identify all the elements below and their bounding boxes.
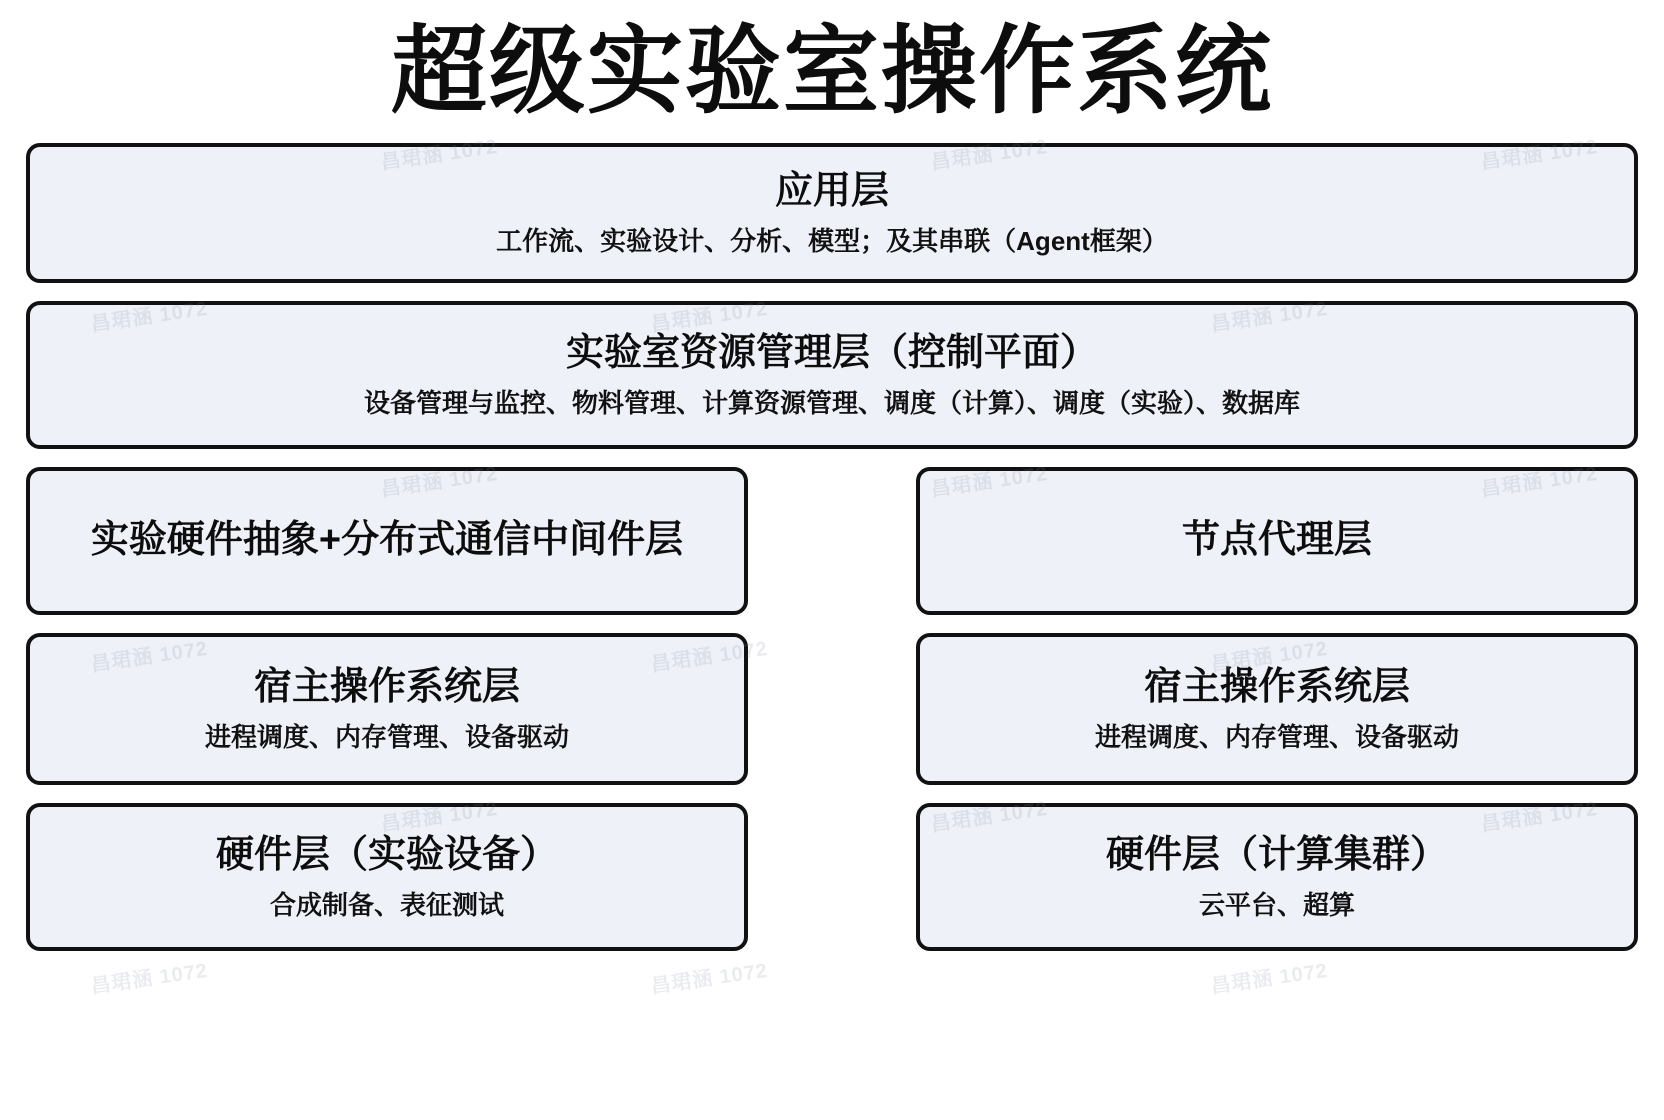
layer-host-os-left-subtitle: 进程调度、内存管理、设备驱动 — [204, 722, 569, 753]
layer-stack — [26, 143, 1638, 951]
row-middleware — [26, 467, 1638, 615]
layer-hardware-compute-cluster — [916, 803, 1638, 951]
layer-resource-management — [26, 301, 1638, 449]
layer-hardware-lab-equipment-subtitle: 合成制备、表征测试 — [269, 890, 504, 921]
watermark-text: 昌珺涵 1072 — [1209, 959, 1330, 999]
watermark-text: 昌珺涵 1072 — [89, 959, 210, 999]
layer-application-subtitle: 工作流、实验设计、分析、模型；及其串联（Agent框架） — [496, 226, 1168, 257]
layer-host-os-left — [26, 633, 748, 785]
layer-node-agent — [916, 467, 1638, 615]
row-hardware — [26, 803, 1638, 951]
layer-hardware-abstraction-middleware — [26, 467, 748, 615]
layer-resource-management-subtitle: 设备管理与监控、物料管理、计算资源管理、调度（计算）、调度（实验）、数据库 — [363, 388, 1300, 419]
layer-hardware-lab-equipment-title: 硬件层（实验设备） — [215, 833, 558, 876]
layer-host-os-right — [916, 633, 1638, 785]
layer-application-title: 应用层 — [774, 169, 889, 212]
layer-host-os-left-title: 宿主操作系统层 — [253, 665, 520, 708]
watermark-text: 昌珺涵 1072 — [649, 959, 770, 999]
layer-hardware-compute-cluster-title: 硬件层（计算集群） — [1105, 833, 1448, 876]
layer-hardware-abstraction-middleware-title: 实验硬件抽象+分布式通信中间件层 — [90, 519, 684, 562]
layer-host-os-right-subtitle: 进程调度、内存管理、设备驱动 — [1094, 722, 1459, 753]
layer-node-agent-title: 节点代理层 — [1181, 519, 1372, 562]
page-title: 超级实验室操作系统 — [391, 18, 1273, 125]
layer-hardware-lab-equipment — [26, 803, 748, 951]
layer-hardware-compute-cluster-subtitle: 云平台、超算 — [1198, 890, 1355, 921]
row-host-os — [26, 633, 1638, 785]
layer-host-os-right-title: 宿主操作系统层 — [1143, 665, 1410, 708]
layer-resource-management-title: 实验室资源管理层（控制平面） — [565, 331, 1098, 374]
layer-application — [26, 143, 1638, 283]
